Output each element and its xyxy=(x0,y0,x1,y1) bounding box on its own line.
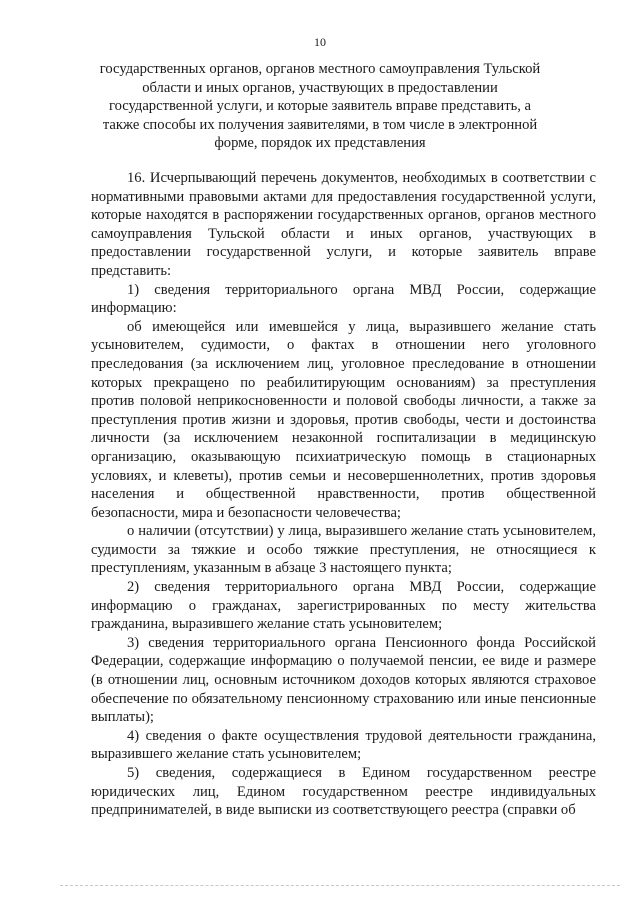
paragraph-item-1: 1) сведения территориального органа МВД России, содержащие информацию: xyxy=(91,281,596,317)
footer-rule xyxy=(60,885,620,886)
section-heading: государственных органов, органов местного самоуправления Тульской области и иных органов, участвующих в предоставлении государственной услуги, и которые заявитель вправе представить, а также способы их получения заявителями, в том числе в электронной форме, порядок их представления xyxy=(99,61,541,152)
paragraph-item-2: 2) сведения территориального органа МВД России, содержащие информацию о гражданах, зарегистрированных по месту жительства гражданина, выразившего желание стать усыновителем; xyxy=(91,579,596,633)
document-body xyxy=(91,169,596,820)
paragraph-item-5: 5) сведения, содержащиеся в Едином государственном реестре юридических лиц, Едином государственном реестре индивидуальных предпринимателей, в виде выписки из соответствующего реестра (справки об xyxy=(91,765,596,819)
paragraph-item-1-sub-b: о наличии (отсутствии) у лица, выразившего желание стать усыновителем, судимости за тяжкие и особо тяжкие преступления, не относящиеся к преступлениям, указанным в абзаце 3 настоящего пункта; xyxy=(91,523,596,577)
paragraph-item-3: 3) сведения территориального органа Пенсионного фонда Российской Федерации, содержащие информацию о получаемой пенсии, ее виде и размере (в отношении лиц, основным источником доходов которых являются страховое обеспечение по обязательному пенсионному страхованию или иные пенсионные выплаты); xyxy=(91,634,596,726)
paragraph-16: 16. Исчерпывающий перечень документов, необходимых в соответствии с нормативными правовыми актами для предоставления государственной услуги, которые находятся в распоряжении государственных органов, органов местного самоуправления Тульской области и иных органов, участвующих в предоставлении государственной услуги, и которые заявитель вправе представить: xyxy=(91,170,596,279)
paragraph-item-4: 4) сведения о факте осуществления трудовой деятельности гражданина, выразившего желание стать усыновителем; xyxy=(91,727,596,763)
paragraph-item-1-sub-a: об имеющейся или имевшейся у лица, выразившего желание стать усыновителем, судимости, о фактах в отношении него уголовного преследования (за исключением лиц, уголовное преследование в отношении которых прекращено по реабилитирующим основаниям) за преступления против половой неприкосновенности и половой свободы личности, а также за преступления против жизни и здоровья, против свободы, чести и достоинства личности (за исключением незаконной госпитализации в медицинскую организацию, оказывающую психиатрическую помощь в стационарных условиях, и клеветы), против семьи и несовершеннолетних, против здоровья населения и общественной нравственности, против общественной безопасности, мира и безопасности человечества; xyxy=(91,318,596,521)
page-number: 10 xyxy=(314,35,326,49)
